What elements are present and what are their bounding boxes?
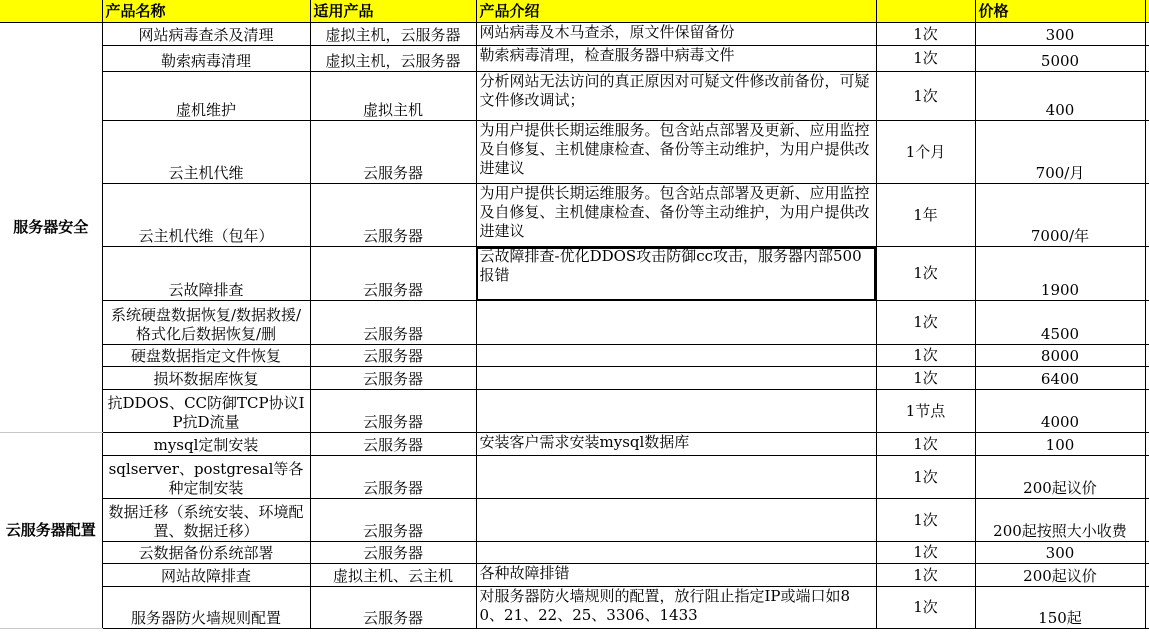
table-row bbox=[0, 390, 1149, 433]
row-product[interactable]: 云服务器 bbox=[310, 345, 476, 367]
row-intro[interactable]: 为用户提供长期运维服务。包含站点部署及更新、应用监控及自修复、主机健康检查、备份等主动维护，为用户提供改进建议 bbox=[476, 184, 876, 247]
row-intro[interactable]: 各种故障排错 bbox=[476, 564, 876, 587]
row-name[interactable]: 网站故障排查 bbox=[102, 564, 310, 587]
row-intro[interactable] bbox=[476, 390, 876, 433]
category-cloud-server-config[interactable]: 云服务器配置 bbox=[0, 433, 102, 629]
row-end[interactable] bbox=[1145, 367, 1149, 390]
row-product[interactable]: 云服务器 bbox=[310, 542, 476, 564]
row-product[interactable]: 云服务器 bbox=[310, 390, 476, 433]
table-row bbox=[0, 542, 1149, 564]
row-product[interactable]: 云服务器 bbox=[310, 247, 476, 301]
row-price[interactable]: 7000/年 bbox=[975, 184, 1145, 247]
row-end[interactable] bbox=[1145, 456, 1149, 499]
row-name[interactable]: 云数据备份系统部署 bbox=[102, 542, 310, 564]
row-intro[interactable] bbox=[476, 499, 876, 542]
row-name[interactable]: mysql定制安装 bbox=[102, 433, 310, 456]
row-intro-selected[interactable]: 云故障排查-优化DDOS攻击防御cc攻击，服务器内部500报错 bbox=[476, 247, 876, 301]
header-row bbox=[0, 0, 1149, 23]
row-qty[interactable]: 1次 bbox=[876, 301, 975, 345]
row-price[interactable]: 4000 bbox=[975, 390, 1145, 433]
header-qty[interactable] bbox=[876, 0, 975, 23]
row-product[interactable]: 云服务器 bbox=[310, 433, 476, 456]
row-name[interactable]: 硬盘数据指定文件恢复 bbox=[102, 345, 310, 367]
row-end[interactable] bbox=[1145, 247, 1149, 301]
row-name[interactable]: 服务器防火墙规则配置 bbox=[102, 587, 310, 629]
row-intro[interactable] bbox=[476, 301, 876, 345]
row-end[interactable] bbox=[1145, 564, 1149, 587]
row-qty[interactable]: 1次 bbox=[876, 72, 975, 121]
table-row bbox=[0, 301, 1149, 345]
header-price[interactable]: 价格 bbox=[975, 0, 1145, 23]
table-row bbox=[0, 499, 1149, 542]
row-end[interactable] bbox=[1145, 184, 1149, 247]
header-end-cell[interactable] bbox=[1145, 0, 1149, 23]
row-qty[interactable]: 1次 bbox=[876, 23, 975, 46]
header-intro[interactable]: 产品介绍 bbox=[476, 0, 876, 23]
row-product[interactable]: 虚拟主机，云服务器 bbox=[310, 46, 476, 72]
row-qty[interactable]: 1次 bbox=[876, 345, 975, 367]
header-category-cell[interactable] bbox=[0, 0, 102, 23]
row-product[interactable]: 虚拟主机、云主机 bbox=[310, 564, 476, 587]
row-qty[interactable]: 1次 bbox=[876, 247, 975, 301]
table-row bbox=[0, 23, 1149, 46]
row-price[interactable]: 200起议价 bbox=[975, 564, 1145, 587]
row-intro[interactable]: 安装客户需求安装mysql数据库 bbox=[476, 433, 876, 456]
row-name[interactable]: 损坏数据库恢复 bbox=[102, 367, 310, 390]
row-price[interactable]: 5000 bbox=[975, 46, 1145, 72]
row-price[interactable]: 4500 bbox=[975, 301, 1145, 345]
table-row bbox=[0, 121, 1149, 184]
row-product[interactable]: 虚拟主机 bbox=[310, 72, 476, 121]
table-row bbox=[0, 367, 1149, 390]
row-qty[interactable]: 1次 bbox=[876, 499, 975, 542]
row-name[interactable]: sqlserver、postgresal等各种定制安装 bbox=[102, 456, 310, 499]
row-qty[interactable]: 1次 bbox=[876, 433, 975, 456]
table-row bbox=[0, 46, 1149, 72]
row-product[interactable]: 云服务器 bbox=[310, 121, 476, 184]
row-end[interactable] bbox=[1145, 345, 1149, 367]
row-end[interactable] bbox=[1145, 301, 1149, 345]
row-product[interactable]: 虚拟主机，云服务器 bbox=[310, 23, 476, 46]
row-qty[interactable]: 1次 bbox=[876, 46, 975, 72]
row-end[interactable] bbox=[1145, 72, 1149, 121]
table-row bbox=[0, 247, 1149, 301]
table-row bbox=[0, 433, 1149, 456]
table-row bbox=[0, 456, 1149, 499]
row-price[interactable]: 200起议价 bbox=[975, 456, 1145, 499]
row-product[interactable]: 云服务器 bbox=[310, 456, 476, 499]
row-name[interactable]: 云故障排查 bbox=[102, 247, 310, 301]
table-row bbox=[0, 345, 1149, 367]
row-intro[interactable] bbox=[476, 367, 876, 390]
row-end[interactable] bbox=[1145, 499, 1149, 542]
row-price[interactable]: 100 bbox=[975, 433, 1145, 456]
row-qty[interactable]: 1次 bbox=[876, 542, 975, 564]
row-qty[interactable]: 1次 bbox=[876, 367, 975, 390]
row-end[interactable] bbox=[1145, 46, 1149, 72]
row-name[interactable]: 网站病毒查杀及清理 bbox=[102, 23, 310, 46]
row-intro[interactable]: 为用户提供长期运维服务。包含站点部署及更新、应用监控及自修复、主机健康检查、备份等主动维护，为用户提供改进建议 bbox=[476, 121, 876, 184]
row-name[interactable]: 虚机维护 bbox=[102, 72, 310, 121]
table-row bbox=[0, 72, 1149, 121]
row-end[interactable] bbox=[1145, 542, 1149, 564]
row-price[interactable]: 700/月 bbox=[975, 121, 1145, 184]
row-end[interactable] bbox=[1145, 121, 1149, 184]
row-intro[interactable]: 对服务器防火墙规则的配置，放行阻止指定IP或端口如80、21、22、25、3306、1433 bbox=[476, 587, 876, 629]
row-qty[interactable]: 1个月 bbox=[876, 121, 975, 184]
table-row bbox=[0, 587, 1149, 629]
row-end[interactable] bbox=[1145, 390, 1149, 433]
row-price[interactable]: 300 bbox=[975, 542, 1145, 564]
row-product[interactable]: 云服务器 bbox=[310, 587, 476, 629]
row-intro[interactable]: 网站病毒及木马查杀，原文件保留备份 bbox=[476, 23, 876, 46]
row-price[interactable]: 6400 bbox=[975, 367, 1145, 390]
row-intro[interactable]: 勒索病毒清理，检查服务器中病毒文件 bbox=[476, 46, 876, 72]
row-name[interactable]: 抗DDOS、CC防御TCP协议IP抗D流量 bbox=[102, 390, 310, 433]
header-product[interactable]: 适用产品 bbox=[310, 0, 476, 23]
row-product[interactable]: 云服务器 bbox=[310, 301, 476, 345]
row-qty[interactable]: 1次 bbox=[876, 564, 975, 587]
row-end[interactable] bbox=[1145, 23, 1149, 46]
row-product[interactable]: 云服务器 bbox=[310, 499, 476, 542]
row-end[interactable] bbox=[1145, 587, 1149, 629]
row-qty[interactable]: 1年 bbox=[876, 184, 975, 247]
row-name[interactable]: 系统硬盘数据恢复/数据救援/格式化后数据恢复/删 bbox=[102, 301, 310, 345]
table-row bbox=[0, 564, 1149, 587]
row-intro[interactable] bbox=[476, 456, 876, 499]
row-price[interactable]: 200起按照大小收费 bbox=[975, 499, 1145, 542]
row-intro[interactable] bbox=[476, 542, 876, 564]
row-qty[interactable]: 1次 bbox=[876, 587, 975, 629]
row-product[interactable]: 云服务器 bbox=[310, 184, 476, 247]
row-name[interactable]: 数据迁移（系统安装、环境配置、数据迁移） bbox=[102, 499, 310, 542]
row-intro[interactable] bbox=[476, 345, 876, 367]
category-server-security[interactable]: 服务器安全 bbox=[0, 23, 102, 433]
row-name[interactable]: 勒索病毒清理 bbox=[102, 46, 310, 72]
row-qty[interactable]: 1节点 bbox=[876, 390, 975, 433]
row-price[interactable]: 1900 bbox=[975, 247, 1145, 301]
row-price[interactable]: 8000 bbox=[975, 345, 1145, 367]
header-name[interactable]: 产品名称 bbox=[102, 0, 310, 23]
row-price[interactable]: 300 bbox=[975, 23, 1145, 46]
row-name[interactable]: 云主机代维 bbox=[102, 121, 310, 184]
row-price[interactable]: 150起 bbox=[975, 587, 1145, 629]
row-end[interactable] bbox=[1145, 433, 1149, 456]
row-product[interactable]: 云服务器 bbox=[310, 367, 476, 390]
row-qty[interactable]: 1次 bbox=[876, 456, 975, 499]
row-name[interactable]: 云主机代维（包年） bbox=[102, 184, 310, 247]
row-price[interactable]: 400 bbox=[975, 72, 1145, 121]
row-intro[interactable]: 分析网站无法访问的真正原因对可疑文件修改前备份，可疑文件修改调试； bbox=[476, 72, 876, 121]
table-row bbox=[0, 184, 1149, 247]
